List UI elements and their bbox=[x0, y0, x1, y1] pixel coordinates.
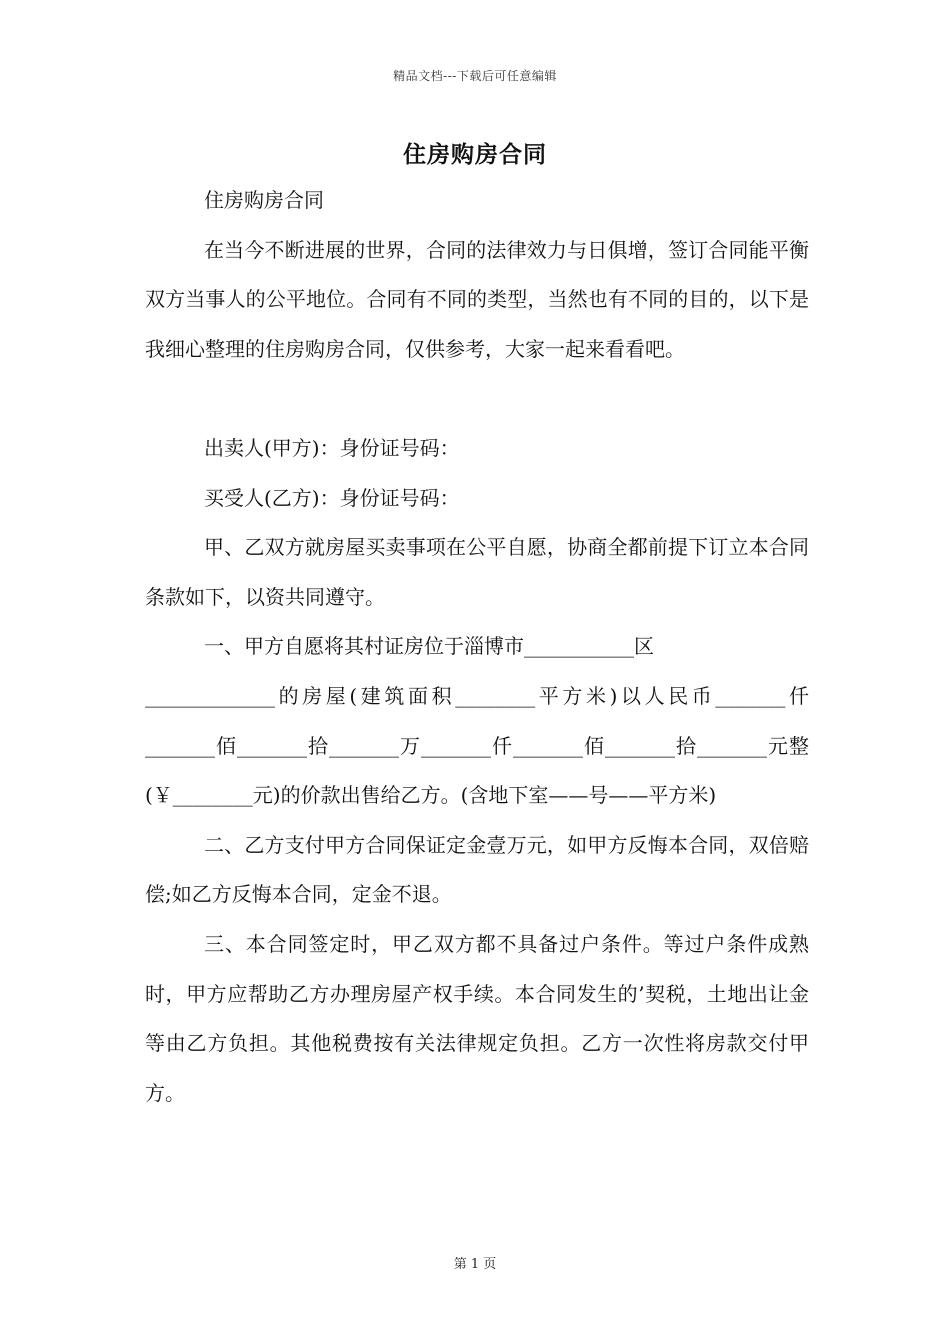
paragraph-seller: 出卖人(甲方)：身份证号码： bbox=[204, 435, 460, 460]
paragraph-intro: 在当今不断进展的世界，合同的法律效力与日俱增，签订合同能平衡双方当事人的公平地位。合同有不同的类型，当然也有不同的目的，以下是我细心整理的住房购房合同，仅供参考，大家一起来看看吧。 bbox=[145, 237, 809, 361]
paragraph-agreement: 甲、乙双方就房屋买卖事项在公平自愿，协商全都前提下订立本合同条款如下，以资共同遵守。 bbox=[145, 535, 809, 609]
document-body bbox=[145, 176, 809, 1118]
paragraph-buyer: 买受人(乙方)：身份证号码： bbox=[204, 485, 460, 510]
document-title: 住房购房合同 bbox=[403, 141, 547, 168]
document-subtitle: 住房购房合同 bbox=[204, 188, 324, 212]
blank-line bbox=[145, 374, 809, 424]
clause-3: 三、本合同签定时，甲乙双方都不具备过户条件。等过户条件成熟时，甲方应帮助乙方办理房屋产权手续。本合同发生的’契税，土地出让金等由乙方负担。其他税费按有关法律规定负担。乙方一次性将房款交付甲方。 bbox=[145, 931, 809, 1105]
clause-1-heading: 一、甲方自愿将其村证房位于淄博市___________区 bbox=[204, 634, 654, 659]
clause-2: 二、乙方支付甲方合同保证定金壹万元，如甲方反悔本合同，双倍赔偿;如乙方反悔本合同，定金不退。 bbox=[145, 832, 809, 907]
page-number: 第 1 页 bbox=[453, 1257, 497, 1272]
header-note: 精品文档---下载后可任意编辑 bbox=[393, 69, 557, 83]
clause-1-body: _____________的房屋(建筑面积________平方米)以人民币_______仟_______佰_______拾_______万_______仟_______佰_______拾_______元整(￥________元)的价款出售给乙方。(含地下室——号——平方米) bbox=[145, 683, 809, 808]
